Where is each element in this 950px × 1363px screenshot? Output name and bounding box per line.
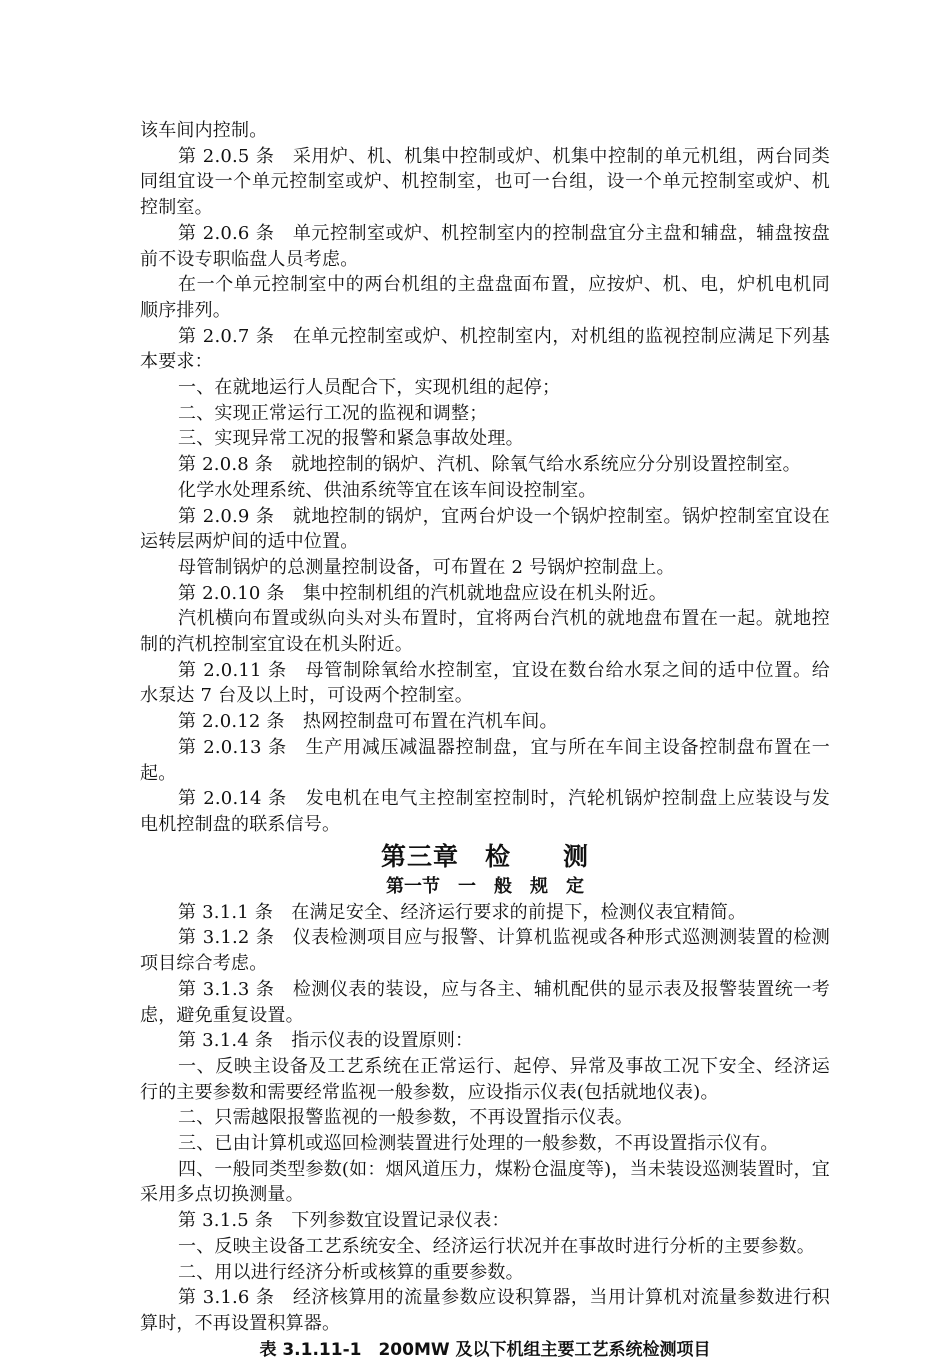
paragraph: 该车间内控制。 [140,120,268,141]
paragraph: 第 2.0.12 条 热网控制盘可布置在汽机车间。 [178,711,558,733]
paragraph: 第 2.0.7 条 在单元控制室或炉、机控制室内，对机组的监视控制应满足下列基本要求： [140,325,830,373]
paragraph: 三、实现异常工况的报警和紧急事故处理。 [178,428,524,450]
paragraph: 第 3.1.6 条 经济核算用的流量参数应设积算器，当用计算机对流量参数进行积算时，不再设置积算器。 [140,1287,830,1334]
paragraph: 第 3.1.4 条 指示仪表的设置原则： [178,1030,474,1052]
paragraph: 四、一般同类型参数(如：烟风道压力，煤粉仓温度等)，当未装设巡测装置时，宜采用多点切换测量。 [140,1158,830,1206]
paragraph: 二、只需越限报警监视的一般参数，不再设置指示仪表。 [178,1107,633,1129]
paragraph: 一、反映主设备及工艺系统在正常运行、起停、异常及事故工况下安全、经济运行的主要参数和需要经常监视一般参数，应设指示仪表(包括就地仪表)。 [140,1055,830,1103]
paragraph: 第 2.0.11 条 母管制除氧给水控制室，宜设在数台给水泵之间的适中位置。给水泵达 7 台及以上时，可设两个控制室。 [140,659,830,707]
paragraph: 汽机横向布置或纵向头对头布置时，宜将两台汽机的就地盘布置在一起。就地控制的汽机控制室宜设在机头附近。 [140,608,830,656]
paragraph: 第 3.1.2 条 仪表检测项目应与报警、计算机监视或各种形式巡测测装置的检测项目综合考虑。 [140,927,830,975]
document-page [140,118,830,1363]
paragraph: 化学水处理系统、供油系统等宜在该车间设控制室。 [178,479,597,501]
paragraph: 二、用以进行经济分析或核算的重要参数。 [178,1261,524,1283]
paragraph: 第 2.0.9 条 就地控制的锅炉，宜两台炉设一个锅炉控制室。锅炉控制室宜设在运转层两炉间的适中位置。 [140,505,830,553]
paragraph: 第 2.0.10 条 集中控制机组的汽机就地盘应设在机头附近。 [178,582,667,604]
paragraph: 三、已由计算机或巡回检测装置进行处理的一般参数，不再设置指示仪有。 [178,1133,779,1155]
paragraph: 一、在就地运行人员配合下，实现机组的起停； [178,377,561,399]
paragraph: 第 2.0.13 条 生产用减压减温器控制盘，宜与所在车间主设备控制盘布置在一起。 [140,736,830,784]
paragraph: 第 2.0.5 条 采用炉、机、机集中控制或炉、机集中控制的单元机组，两台同类同组宜设一个单元控制室或炉、机控制室，也可一台组，设一个单元控制室或炉、机控制室。 [140,145,830,219]
paragraph: 二、实现正常运行工况的监视和调整； [178,402,488,424]
section-title: 第一节 一 般 规 定 [386,875,584,897]
chapter-title: 第三章 检 测 [380,841,589,871]
body-text-part-1 [140,118,830,838]
table-caption: 表 3.1.11-1 200MW 及以下机组主要工艺系统检测项目 [259,1339,711,1360]
paragraph: 第 3.1.5 条 下列参数宜设置记录仪表： [178,1210,510,1232]
paragraph: 在一个单元控制室中的两台机组的主盘盘面布置，应按炉、机、电，炉机电机同顺序排列。 [140,274,830,321]
paragraph: 一、反映主设备工艺系统安全、经济运行状况并在事故时进行分析的主要参数。 [178,1235,815,1257]
paragraph: 第 3.1.3 条 检测仪表的装设，应与各主、辅机配供的显示表及报警装置统一考虑，避免重复设置。 [140,978,830,1026]
paragraph: 第 2.0.6 条 单元控制室或炉、机控制室内的控制盘宜分主盘和辅盘，辅盘按盘前不设专职临盘人员考虑。 [140,222,830,270]
paragraph: 第 2.0.14 条 发电机在电气主控制室控制时，汽轮机锅炉控制盘上应装设与发电机控制盘的联系信号。 [140,788,830,835]
paragraph: 母管制锅炉的总测量控制设备，可布置在 2 号锅炉控制盘上。 [178,556,675,578]
body-text-part-2 [140,900,830,1337]
paragraph: 第 2.0.8 条 就地控制的锅炉、汽机、除氧气给水系统应分分别设置控制室。 [178,454,801,476]
paragraph: 第 3.1.1 条 在满足安全、经济运行要求的前提下，检测仪表宜精简。 [178,901,747,923]
